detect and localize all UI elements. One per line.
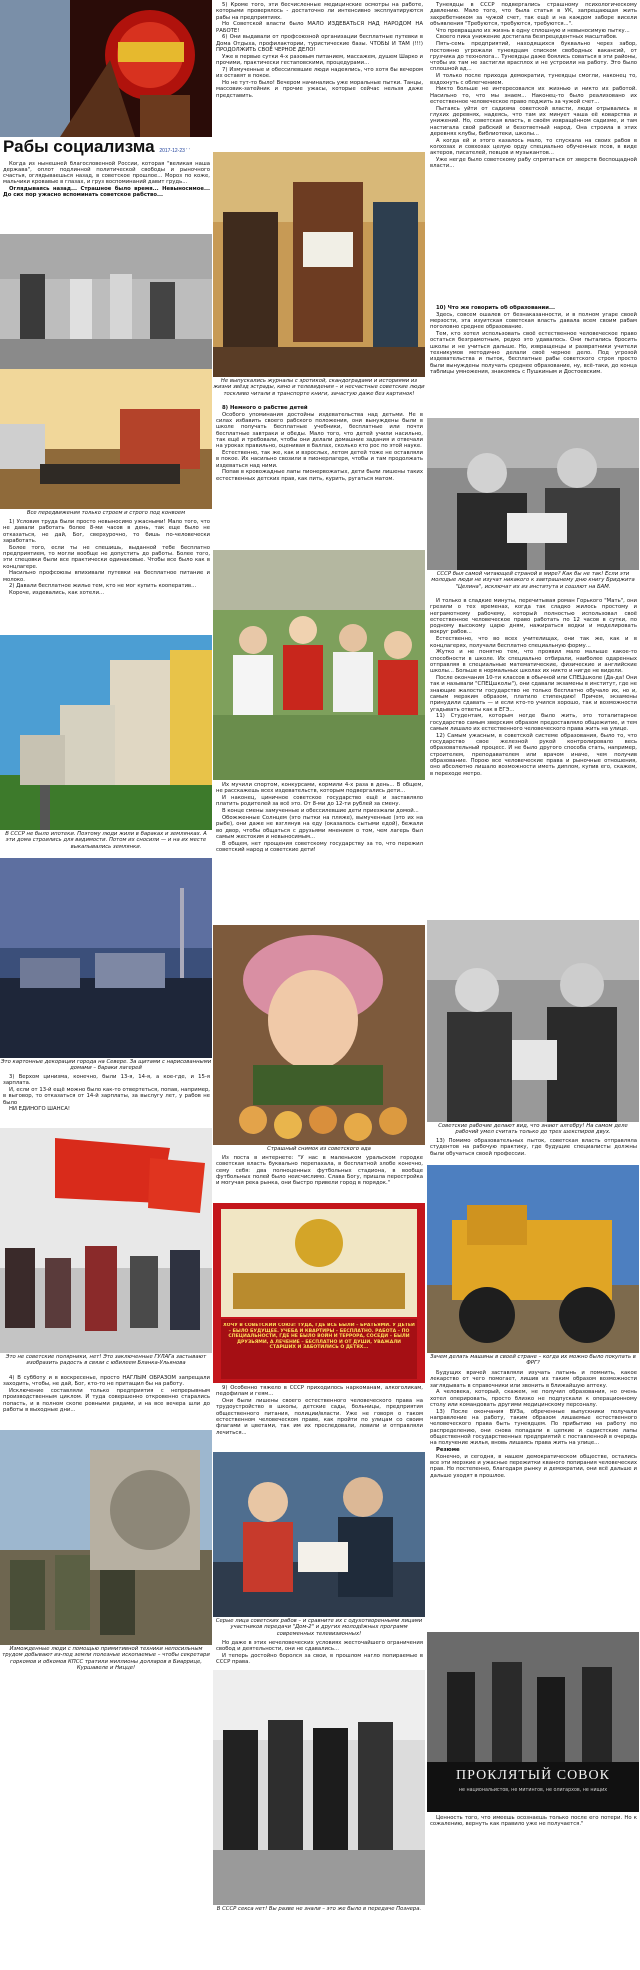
paragraph-idlers-b: Что превращало их жизнь в одну сплошную и невыносимую пытку...	[436, 27, 630, 34]
caption-no-magazines: Не выпускались журналы с эротикой, скандоградами и историями из жизни звёзд эстрады, кино и телевидения – и несчастные советские люди тоскливо читали в транспорте книги, зачастую даже без картинок!	[213, 378, 425, 397]
heading-education: 10) Что же говорить об образовании...	[436, 305, 555, 311]
paragraph-10c: Тем, кто хотел использовать своё естественное человеческое право остаться безграмотным, редко это удавалось. Они пытались бросить школы и не учиться дальше. Но, извращенцы и развратники учители техникумов методично делали своё черное дело. Под угрозой издевательства и пыток, бесплатные рабы советского строя просто были вынуждены получать среднее образование, ну, всё-таки, до конца таблицы умножения, знакомясь с Пушкиным и Достоевским.	[430, 331, 637, 375]
caption-algebra: Советские рабочие делают вид, что знают алгебру! На самом деле рабочий умел считать только до трех шекспиров двух.	[438, 1123, 628, 1136]
paragraph-10e: Естественно, что во всех учителищах, они так же, как и в концлагерях, получали бесплатно специальную форму...	[430, 636, 637, 649]
paragraph-3b: И, если от 13-й ещё можно было как-то отвертеться, попав, например, в выговор, то отказаться от 14-й зарплаты, за выслугу лет, у рабов не было	[3, 1087, 210, 1106]
block-quote	[216, 1155, 423, 1200]
paragraph-13b: Будущих врачей заставляли изучать латынь и помнить, какое лекарство от чего помогает, лишив их таким образом возможности заглядывать в справочники или звонить в ближайшую аптеку.	[430, 1370, 637, 1389]
paragraph-idlers-c: Своего пика унижение достигала безпрецедентных масштабов.	[436, 34, 618, 41]
intro-block	[3, 138, 210, 234]
caption-no-mortgage: В СССР не было ипотеки. Поэтому люди жили в бараках и землянках. А эти дома строились для видимости. Потом их сносили — и на их месте выкапывались землянки.	[5, 831, 207, 850]
photo-red-flags-march	[0, 1128, 212, 1353]
paragraph-10g: После окончания 10-ти классов в обычной или СПЕЦшколе (Да-да! Они так и называли "СПЕЦшколы"), они сдавали экзамены в институт, где не знающие жалости государство не только бесплатно обучало их, но и, самым мерзким образом, платило стипендию! Причем, экзамены принудили сдавать — и если кто-то учился хорошо, так и возможности угадывать ответы как в ЕГЭ...	[430, 675, 637, 713]
caption-cars: Зачем делать машины в своей стране – когда их можно было покупать в ФРГ?	[430, 1354, 636, 1367]
block-point-10	[430, 305, 637, 415]
paragraph-4: 4) В субботу и в воскресенье, просто НАГЛЫМ ОБРАЗОМ запрещали заходить, чтобы, не дай, Бог, кто-то не притащил бы на работу.	[3, 1375, 210, 1388]
photo-girl-apples	[213, 925, 425, 1145]
paragraph-1c: Насильно профсоюзы впихивали путевки на бесплатное питание и молоко.	[3, 570, 210, 583]
paragraph-8c: Естественно, так же, как и взрослых, летом детей тоже не оставляли в покое. Их насильно свозили в пионерлагеря, чтобы и там продолжать издеваться над ними.	[216, 450, 423, 469]
caption-column: Все передвижения только строем и строго под конвоем	[26, 510, 186, 516]
photo-workers-study	[427, 920, 639, 1122]
paragraph-4b: Исключение составляли только предприятия с непрерывным производственным циклом. И туда совершенно откровенно старались попасть, и в полном скопе ровными рядами, и на все вечера шли до работы в выходные дни...	[3, 1388, 210, 1413]
paragraph-1: 1) Условия труда были просто невыносимо ужасными! Мало того, что не давали работать более 8-ми часов в день, так еще было не отказаться, не дай, Бог, сверхурочно, то бишь по-человечески заработать.	[3, 519, 210, 544]
photo-bus-queue	[0, 369, 212, 509]
paragraph-8d: Попав в кровожадные лапы пионервожатых, дети были лишены таких естественных детских прав, как пить, курить, ругаться матом.	[216, 469, 423, 482]
block-point-13	[430, 1138, 637, 1162]
paragraph-idlers-h: А когда ей и этого казалось мало, то спускала на своих рабов в колхозах и совхозах целую орду специально обученных псов, в виде актеров, писателей, певцов и музыкантов...	[430, 137, 637, 157]
paragraph-idlers-f: Никто больше не интересовался их жизнью и никто их работой. Насильно то, что мы знаем... Наконец-то было реализовано их естественное человеческое право поджить за чужой счет...	[430, 86, 637, 105]
column-right	[427, 0, 639, 1970]
paragraph-9: 9) Особенно тяжело в СССР приходилось наркоманам, алкоголикам, педофилам и геям...	[216, 1385, 423, 1398]
block-ending	[430, 1815, 637, 1845]
paragraph-6b: Уже в первые сутки 4-х разовым питанием, массажем, душем Шарко и прочими, практически гестаповскими, процедурами...	[216, 53, 423, 67]
block-struggle	[216, 1640, 423, 1668]
photo-soldiers	[213, 1670, 425, 1905]
block-idlers	[430, 2, 637, 307]
paragraph-summary: Конечно, и сегодня, в нашем демократическом обществе, остались все эти мерзкие и ужасные пережитки кваного попирания человеческих прав. Но постепенно, благодаря рынку и демократии, они всё дальше и дальше уходят в прошлое.	[430, 1453, 637, 1479]
paragraph-5b: Но Советской власти было МАЛО ИЗДЕВАТЬСЯ НАД НАРОДОМ НА РАБОТЕ!	[216, 21, 423, 34]
photo-ussr-emblem	[0, 0, 212, 137]
caption-no-sex: В СССР секса нет! Вы разве не знали – это же было в передаче Познера.	[216, 1906, 422, 1912]
column-left	[0, 0, 212, 1970]
paragraph-idlers-d: Пять-семь предприятий, находящихся буквально через забор, постоянно угрожали тунеядцам списком свободных вакансий, от грузчика до технолога... Тунеядцы даже боялись соваться в эти районы, чтобы их там не застигли врасплох и не устроили на работу. Это было сплошной ад...	[430, 41, 637, 73]
caption-grey-faces: Серые лица советских рабов – и сравните их с одухотворенными лицами участников передачи "Дом-2" и других молодёжных программ современных телевизионных!	[215, 1618, 423, 1637]
article-title: Рабы социализма	[3, 138, 155, 156]
paragraph-ending: Ценность того, что имеешь осознаешь только после его потери. Но к сожалению, вернуть как правило уже не получается."	[430, 1815, 637, 1828]
caption-mining: Изможденные люди с помощью примитивной техники непосильным трудом добывают из-под земли полезные ископаемые – чтобы секретари горкомов и обкомов КПСС тратили миллионы долларов в Биаррице, Куршавеле и Ницце!	[2, 1646, 210, 1671]
paragraph-13: 13) Помимо образовательных пыток, советская власть отправляла студентов на рабочую практику, где будущие специалисты должны были обучаться своей профессии.	[430, 1138, 637, 1157]
paragraph-8g: Обожженные Солнцем (это пытки на пляже), вымученные (это их на рыбе), они даже не взглянув на еду (оказалось сытыми едой), бежали во двор, чтобы общаться с друзьями мнением о том, чем лагерь был самым жестоким и невыносимым...	[216, 814, 423, 840]
paragraph-13d: 13) После окончания ВУЗа, обреченные выпускники получали направление на работу, таким образом лишаемые естественного человеческого права быть тунеядцем. По прибытию на работу по распределению, они снова попадали в цепкие и садистские лапы общественной государственных предприятий с поставленной в очередь на получение жилья, вновь лишаясь права жить на улице...	[430, 1408, 637, 1447]
paragraph-idlers-i: Уже негде было советскому рабу спрятаться от зверств беспощадной власти...	[430, 157, 637, 170]
lead-paragraph: Оглядываясь назад... Страшное было время... Невыносимое... До сих пор ужасно вспоминать советское рабство...	[3, 186, 210, 199]
paragraph-11: 11) Студентам, которым негде было жить, это тоталитарное государство самым зверским образом предоставляло общежитие, и тем самым лишало их естественного человеческого права жить на улице.	[430, 713, 637, 732]
poster-soviet-union	[213, 1203, 425, 1383]
block-points-5-7	[216, 2, 423, 150]
article-date[interactable]: 2017-12-23 ’ ’	[159, 148, 190, 154]
paragraph-9c: Но даже в этих нечеловеческих условиях жесточайшего ограничения свобод и деятельности, они не сдавались...	[216, 1640, 423, 1653]
photo-northern-city	[0, 858, 212, 1058]
block-points-1-2	[3, 519, 210, 633]
paragraph-idlers-g: Пытаясь уйти от садизма советской власти, люди отрывались в глухих деревнях, надеясь, что там их минует чаша её коварства и унижений. Но, советская власть, в своём извращённом садизме, и там настигала свой рабский и безответный народ. Она строила в этих деревнях клубы, библиотеки, школы...	[430, 105, 637, 137]
poster-cursed-sovok	[427, 1632, 639, 1812]
caption-scary-photo: Страшный снимок из советского ада	[267, 1146, 371, 1152]
caption-cardboard-city: Это картонные декорации города на Севере. За щитами с нарисованными домами – бараки лагерей	[0, 1059, 212, 1072]
paragraph-13c: А человека, который, скажем, не получил образования, но очень хотел оперировать, просто близко не подпускали к операционному столу или командовать другими медицинскому персоналу.	[430, 1389, 637, 1408]
paragraph-3: 3) Верхом цинизма, конечно, были 13-я, 14-я, а кое-где, и 15-я зарплата.	[3, 1074, 210, 1087]
caption-sports: Их мучили спортом, конкурсами, кормили 4-х раза в день... В общем, не расскажешь всех издевательств, которым подвергались дети...	[216, 782, 423, 795]
paragraph-idlers-e: И только после прихода демократии, тунеядцы смогли, наконец то, вздохнуть с облегчением.	[430, 73, 637, 86]
block-point-3	[3, 1074, 210, 1124]
paragraph-2b: Короче, издевались, как хотели...	[9, 590, 105, 597]
paragraph-5: 5) Кроме того, эти бесчисленные медицинские осмотры на работе, которыми проверялось - достаточно ли интенсивно эксплуатируются рабы на предприятиях.	[216, 2, 423, 21]
paragraph-1b: Более того, если ты не спешишь, выданной тебе бесплатно предприятием, то могли вообще не допустить до работы. Более того, эти спецовки были все практически одинаковые. Чтобы все было как в концлагере.	[3, 544, 210, 570]
paragraph-8b: Особого упоминания достойны издевательства над детьми. Не в силах избавить своего рабского положения, они вынуждены были в школе получать бесплатные учебники, бесплатные или почти бесплатные завтраки и обеды. Мало того, что детей учили насильно, так ещё и требовали, чтобы они делали домашние задания и отвечали на уроках правильно, оценивая в баллах, сколько кто рос по этой науке.	[216, 411, 423, 450]
paragraph-10b: Здесь, совсем ошалев от безнаказанности, и в полном угаре своей мерзости, эта изуитская советская власть давала всем своим рабам поголовно среднее образование.	[430, 311, 637, 331]
paragraph-8f: В конце смены замученные и обессилевшие дети приезжали домой...	[222, 808, 419, 815]
paragraph-8h: В общем, нет прощения советскому государству за то, что пережил советский народ и советские дети!	[216, 840, 423, 853]
heading-children: 8) Немного о рабстве детей	[222, 405, 308, 411]
photo-dump-truck	[427, 1165, 639, 1353]
intro-paragraph: Когда из нынешней благословенной России, которая "великая наша держава", оплот подлинной политической свободы и рыночного счастья, оглядываешься назад, в советское прошлое... Мороз по коже, мальчики кровавые в глазах, и груз воспоминаний давит грудь...	[3, 160, 210, 186]
paragraph-6: 6) Они выдавали от профсоюзной организации бесплатные путевки в Дома Отдыха, профилактории, туристические базы. ЧТОБЫ И ТАМ (!!!) ПРОДОЛЖИТЬ СВОЁ ЧЕРНОЕ ДЕЛО!	[216, 34, 423, 54]
block-doctors	[430, 1370, 637, 1630]
paragraph-8e: И наконец, циничное советское государство ещё и заставляло платить родителей за всё это. От 8-ми до 12-ти рублей за смену.	[216, 795, 423, 808]
block-point-8	[216, 405, 423, 548]
photo-family	[213, 1452, 425, 1617]
caption-reading-country: СССР был самой читающей страной в мире? Как бы не так! Если эти молодые люди не изучат никакого к завтрашнему дню книгу Бриджита "Целина", исключат их из института и сошлют на БАМ.	[431, 571, 635, 590]
paragraph-3c: НИ ЕДИНОГО ШАНСА!	[9, 1106, 71, 1113]
paragraph-idlers: Тунеядцы в СССР подвергались страшному психологическому давлению. Мало того, что была статья в УК, запрещающая жить захребетником за чужой счет, так ещё и на каждом заборе висели объявления "Требуются, требуются, требуются...".	[430, 2, 637, 27]
photo-reading-transport	[213, 152, 425, 377]
poster-banner-text: ХОЧУ В СОВЕТСКИЙ СОЮЗ! ТУДА, ГДЕ ВСЕ БЫЛИ – БРАТЬЯМИ. У ДЕТЕЙ – БЫЛО БУДУЩЕЕ. УЧЕБА И КВАРТИРЫ – БЕСПЛАТНО. РАБОТА – ПО СПЕЦИАЛЬНОСТИ, ГДЕ НЕ БЫЛО ВОЙН И ТЕРРОРА, СОСЕДИ – БЫЛИ ДРУЗЬЯМИ, А ЛЕЧЕНИЕ – БЕСПЛАТНО И ОТ ДУШИ, УВАЖАЛИ СТАРШИХ И ЗАБОТИЛИСЬ О ДЕТЯХ...	[223, 1323, 415, 1351]
photo-students-reading	[427, 418, 639, 570]
photo-factory-women	[0, 234, 212, 369]
paragraph-10d: И только в сладкие минуты, перечитывая роман Горького "Мать", они грезили о тех временах, когда так сладко жилось простому и неграмотному рабочему, который полностью использовал своё естественное человеческое право работать по 12 часов в сутки, по родному высокому царю дням, нажираться водки и моделировать вокруг рабов...	[430, 598, 637, 636]
paragraph-9d: И теперь достойно боролся за свои, в прошлом нагло попираемые в СССР права.	[216, 1653, 423, 1666]
photo-apartment-blocks	[0, 635, 212, 830]
paragraph-2: 2) Давали бесплатное жилье тем, кто не мог купить кооператив...	[9, 583, 197, 590]
block-camp-text	[216, 782, 423, 924]
block-point-9	[216, 1385, 423, 1451]
paragraph-10f: Жутко и не понятно тем, что проявил мало малыше какое-то способности в школе. Их специально отбирали, наиболее одаренных отправляя в специальные математические, физические и английские школы... Больше в нормальных школах их никто и нигде не видели.	[430, 649, 637, 675]
poster-subtitle: не национальистов, не митингов, не олигархов, не нищих	[458, 1788, 608, 1793]
photo-pioneer-camp	[213, 550, 425, 780]
column-middle	[213, 0, 425, 1970]
poster-title: ПРОКЛЯТЫЙ СОВОК	[456, 1768, 610, 1783]
paragraph-9b: Они были лишены своего естественного человеческого права на трудоустройство в школы, детские сады, больницы, предприятия общественного питания, полиции/власти. Уже не говоря о таком естественном человеческом праве, как пройти по улицам со своим флагами и цветами, так им их преследовали, ловили и отправляли лечиться...	[216, 1398, 423, 1436]
caption-polar: Это не советские полярники, нет! Это заключенные ГУЛАГа застывают изобразить радость в связи с юбилеем Бланка-Ульянова	[5, 1354, 207, 1367]
block-point-4	[3, 1375, 210, 1427]
paragraph-7: 7) Измученные и обессилевшие люди надеялись, что хотя бы вечером их оставят в покое.	[216, 66, 423, 80]
paragraph-12: 12) Самым ужасным, в советской системе образования, было то, что государство свое железной рукой контролировало весь образовательный процесс. И не было другого способа стать, например, строителем, преподавателем или врачом иначе, чем получив образование. Порою все человеческие права и рыночные отношения, оно абсолютно лишало возможности иметь диплом, купив его, скажем, в переходе метро.	[430, 732, 637, 777]
paragraph-7b: Но не тут-то было! Вечером начинались уже моральные пытки. Танцы, массовик-затейник и прочие ужасы, которые сейчас нельзя даже представить.	[216, 80, 423, 99]
heading-summary: Резюме	[436, 1447, 460, 1454]
paragraph-quote: Из поста в интернете: "У нас в маленьком уральском городке советская власть буквально перепахала, в бесплатной злобе конечно, сему себя: два полноценных футбольных стадиона, в вообще футбольных полей было неисчислимо. Слава Богу, пришла перестройка и могучая река рынка, они быстро привели город в порядок."	[216, 1155, 423, 1187]
photo-workers-machinery	[0, 1430, 212, 1645]
block-school	[430, 598, 637, 920]
